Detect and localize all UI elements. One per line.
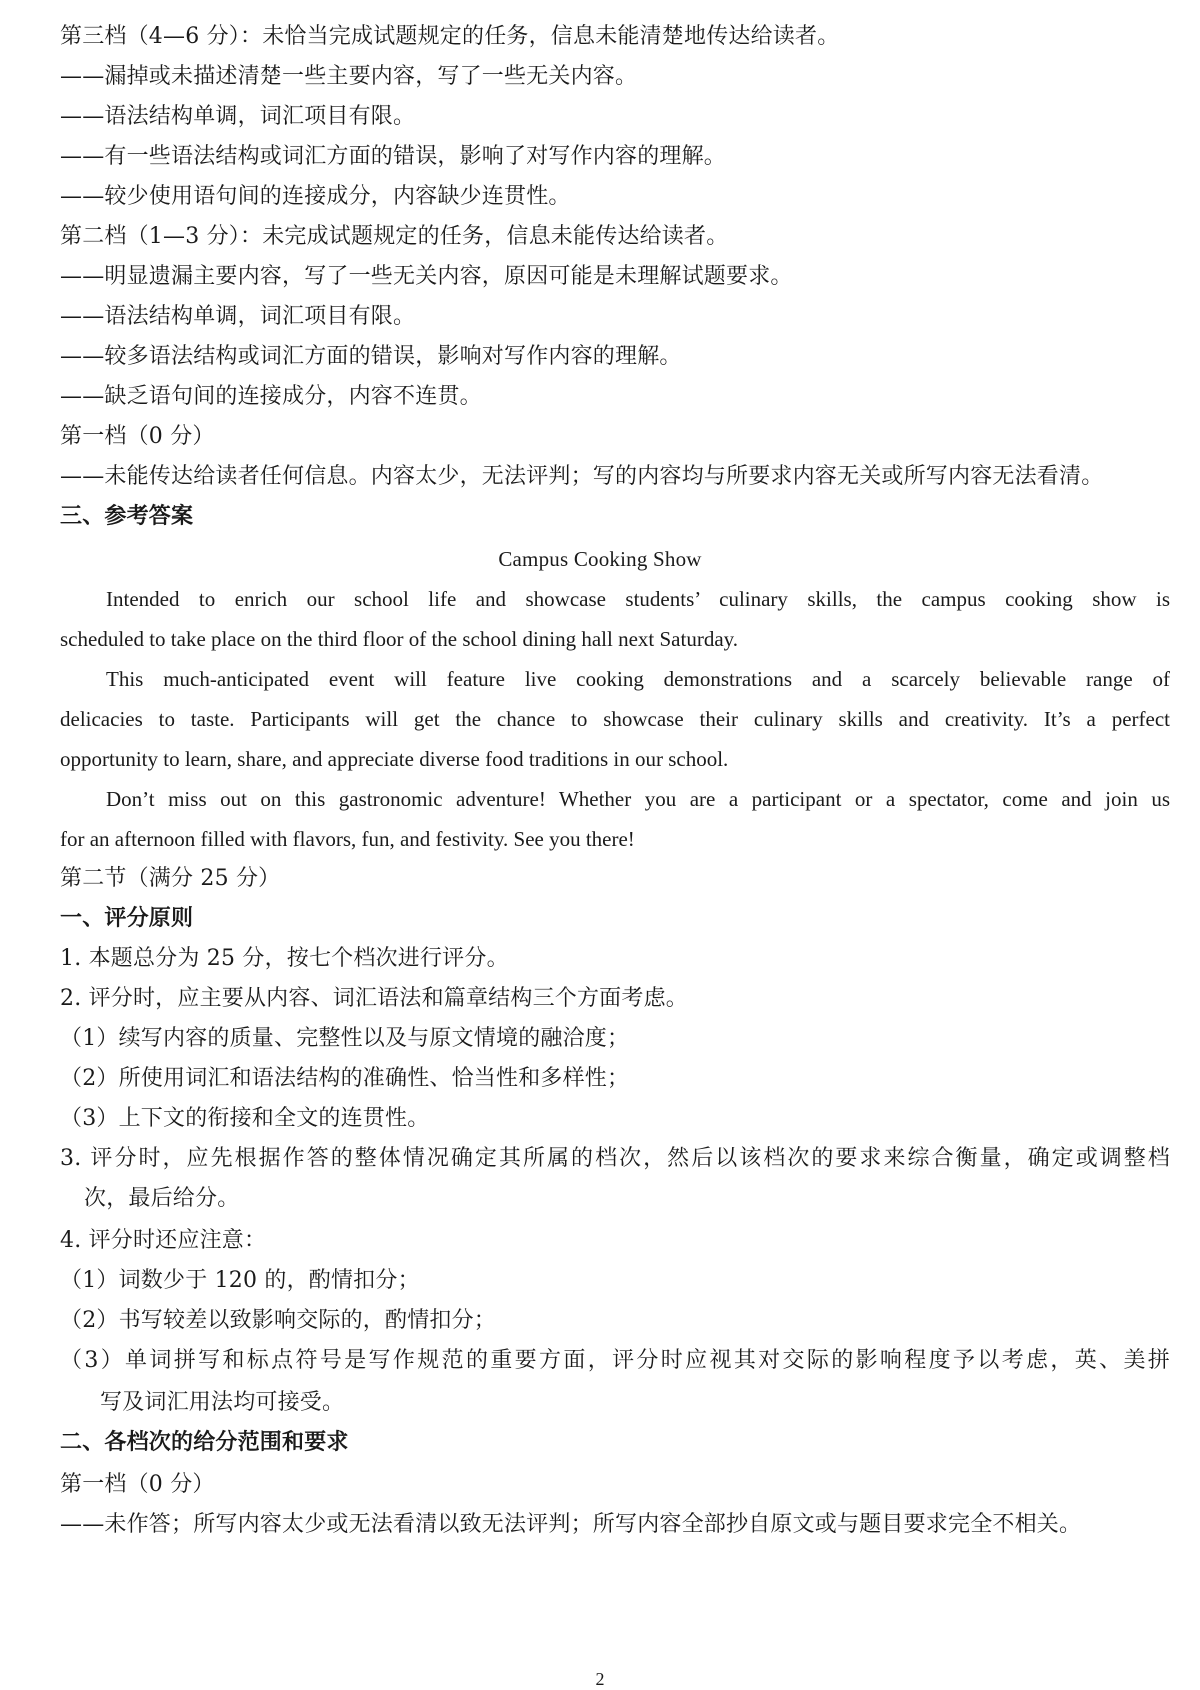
essay-paragraph-line: This much-anticipated event will feature live cooking demonstrations and a scarcely believable range of <box>106 667 1170 691</box>
criterion-line: ——缺乏语句间的连接成分，内容不连贯。 <box>60 384 482 409</box>
principle-item: 2. 评分时，应主要从内容、词汇语法和篇章结构三个方面考虑。 <box>60 986 688 1011</box>
criterion-line: ——漏掉或未描述清楚一些主要内容，写了一些无关内容。 <box>60 64 638 89</box>
essay-title: Campus Cooking Show <box>498 547 702 571</box>
criterion-line: ——较多语法结构或词汇方面的错误，影响对写作内容的理解。 <box>60 344 682 369</box>
grade-level-2: 第二档（1—3 分）：未完成试题规定的任务，信息未能传达给读者。 <box>60 224 729 249</box>
section-heading-answer: 三、参考答案 <box>60 504 194 529</box>
criterion-line: ——语法结构单调，词汇项目有限。 <box>60 104 416 129</box>
grade-level-1: 第一档（0 分） <box>60 424 215 449</box>
criterion-line: ——语法结构单调，词汇项目有限。 <box>60 304 416 329</box>
grade-level-3: 第三档（4—6 分）：未恰当完成试题规定的任务，信息未能清楚地传达给读者。 <box>60 24 840 49</box>
principle-item-continuation: 次，最后给分。 <box>84 1186 240 1211</box>
criterion-line: ——未作答；所写内容太少或无法看清以致无法评判；所写内容全部抄自原文或与题目要求完全不相关。 <box>60 1512 1082 1537</box>
principle-subitem: （1）续写内容的质量、完整性以及与原文情境的融洽度； <box>60 1026 630 1051</box>
principle-subitem: （2）所使用词汇和语法结构的准确性、恰当性和多样性； <box>60 1066 630 1091</box>
criterion-line: ——有一些语法结构或词汇方面的错误，影响了对写作内容的理解。 <box>60 144 727 169</box>
principle-subitem: （1）词数少于 120 的，酌情扣分； <box>60 1268 420 1293</box>
essay-paragraph-line: for an afternoon filled with flavors, fun, and festivity. See you there! <box>60 827 635 851</box>
essay-paragraph-line: Intended to enrich our school life and showcase students’ culinary skills, the campus cooking show is <box>106 587 1170 611</box>
principle-item: 1. 本题总分为 25 分，按七个档次进行评分。 <box>60 946 509 971</box>
principle-subitem: （3）单词拼写和标点符号是写作规范的重要方面，评分时应视其对交际的影响程度予以考虑，英、美拼 <box>60 1348 1170 1373</box>
grade-level-1: 第一档（0 分） <box>60 1472 215 1497</box>
page-number: 2 <box>595 1669 605 1689</box>
criterion-line: ——明显遗漏主要内容，写了一些无关内容，原因可能是未理解试题要求。 <box>60 264 793 289</box>
heading-principles: 一、评分原则 <box>60 906 194 931</box>
essay-paragraph-line: opportunity to learn, share, and appreciate diverse food traditions in our school. <box>60 747 729 771</box>
essay-paragraph-line: scheduled to take place on the third floor of the school dining hall next Saturday. <box>60 627 739 651</box>
criterion-line: ——未能传达给读者任何信息。内容太少，无法评判；写的内容均与所要求内容无关或所写内容无法看清。 <box>60 464 1104 489</box>
heading-levels: 二、各档次的给分范围和要求 <box>60 1430 349 1455</box>
principle-item: 4. 评分时还应注意： <box>60 1228 267 1253</box>
essay-paragraph-line: Don’t miss out on this gastronomic adventure! Whether you are a participant or a spectator, come and join us <box>106 787 1170 811</box>
principle-subitem: （2）书写较差以致影响交际的，酌情扣分； <box>60 1308 496 1333</box>
criterion-line: ——较少使用语句间的连接成分，内容缺少连贯性。 <box>60 184 571 209</box>
essay-paragraph-line: delicacies to taste. Participants will get the chance to showcase their culinary skills and creativity. It’s a perfect <box>60 707 1170 731</box>
section-title: 第二节（满分 25 分） <box>60 866 281 891</box>
principle-subitem-continuation: 写及词汇用法均可接受。 <box>100 1390 345 1415</box>
principle-subitem: （3）上下文的衔接和全文的连贯性。 <box>60 1106 430 1131</box>
principle-item: 3. 评分时，应先根据作答的整体情况确定其所属的档次，然后以该档次的要求来综合衡量，确定或调整档 <box>60 1146 1170 1171</box>
